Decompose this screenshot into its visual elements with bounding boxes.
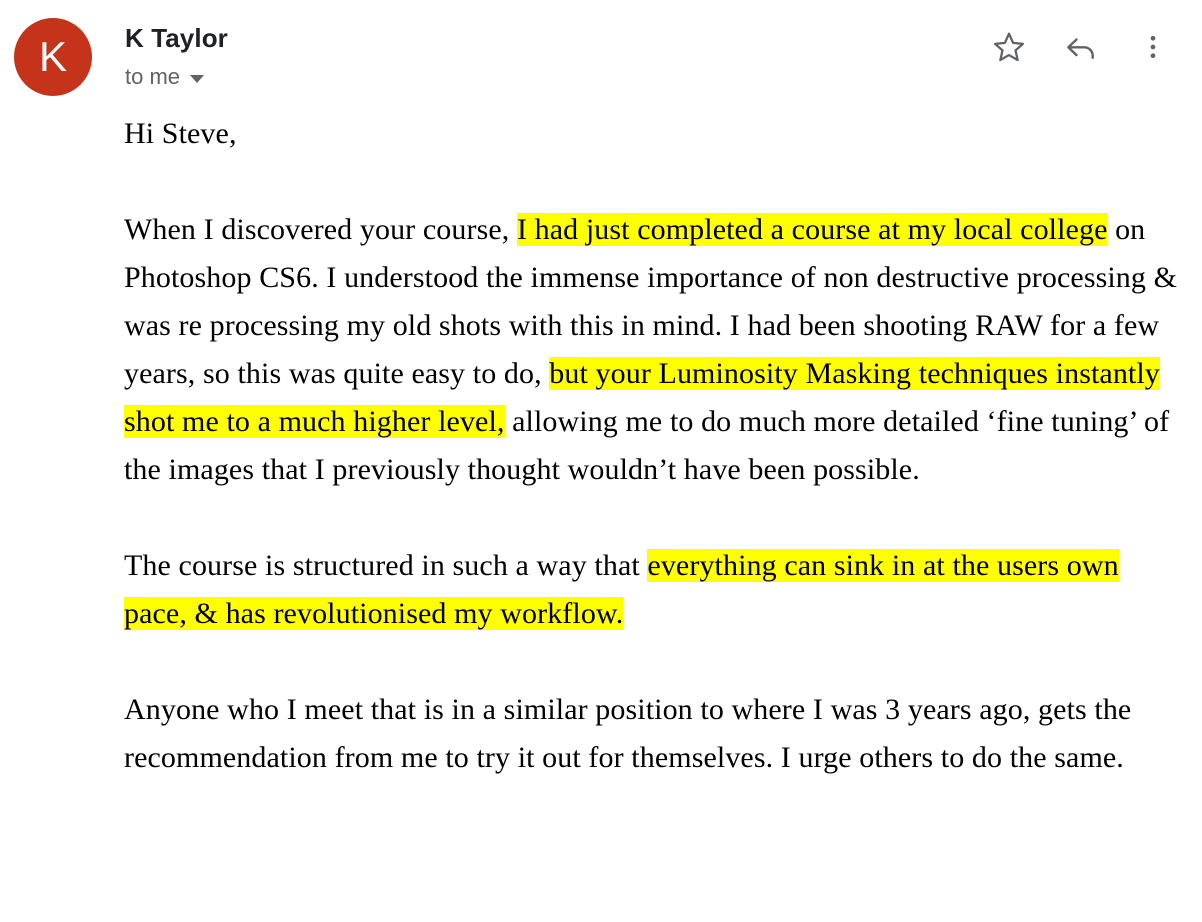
sender-name: K Taylor bbox=[125, 23, 228, 53]
paragraph-2-highlight-1: everything can sink in at the users own pace, & has revolutionised my workflow. bbox=[124, 549, 1119, 630]
paragraph-spacer bbox=[124, 158, 1182, 206]
more-options-icon[interactable] bbox=[1134, 28, 1172, 66]
paragraph-1-text-1: When I discovered your course, bbox=[124, 213, 517, 246]
paragraph-2 bbox=[124, 542, 1182, 638]
star-icon[interactable] bbox=[990, 28, 1028, 66]
paragraph-1-highlight-1: I had just completed a course at my local college bbox=[516, 213, 1108, 246]
sender-block bbox=[125, 22, 990, 90]
paragraph-spacer bbox=[124, 638, 1182, 686]
email-header bbox=[0, 0, 1202, 110]
paragraph-spacer bbox=[124, 494, 1182, 542]
paragraph-1-text-2: on Photoshop CS6. I understood the immense importance of non destructive processing & was re processing my old shots with this in mind. I had been shooting RAW for a few years, so this was quite easy to do, bbox=[124, 213, 1178, 390]
avatar: K bbox=[14, 18, 92, 96]
paragraph-1-text-3: allowing me to do much more detailed ‘fine tuning’ of the images that I previously thought wouldn’t have been possible. bbox=[124, 405, 1170, 486]
reply-icon[interactable] bbox=[1062, 28, 1100, 66]
paragraph-1-highlight-2: but your Luminosity Masking techniques instantly shot me to a much higher level, bbox=[124, 357, 1160, 438]
paragraph-1 bbox=[124, 206, 1182, 494]
recipient-row[interactable] bbox=[125, 64, 990, 90]
email-body bbox=[0, 110, 1202, 782]
paragraph-2-text-1: The course is structured in such a way that bbox=[124, 549, 648, 582]
greeting: Hi Steve, bbox=[124, 117, 237, 150]
chevron-down-icon[interactable] bbox=[190, 75, 204, 83]
recipient-label: to me bbox=[125, 64, 181, 89]
paragraph-3: Anyone who I meet that is in a similar position to where I was 3 years ago, gets the recommendation from me to try it out for themselves. I urge others to do the same. bbox=[124, 693, 1132, 774]
header-actions bbox=[990, 28, 1184, 66]
